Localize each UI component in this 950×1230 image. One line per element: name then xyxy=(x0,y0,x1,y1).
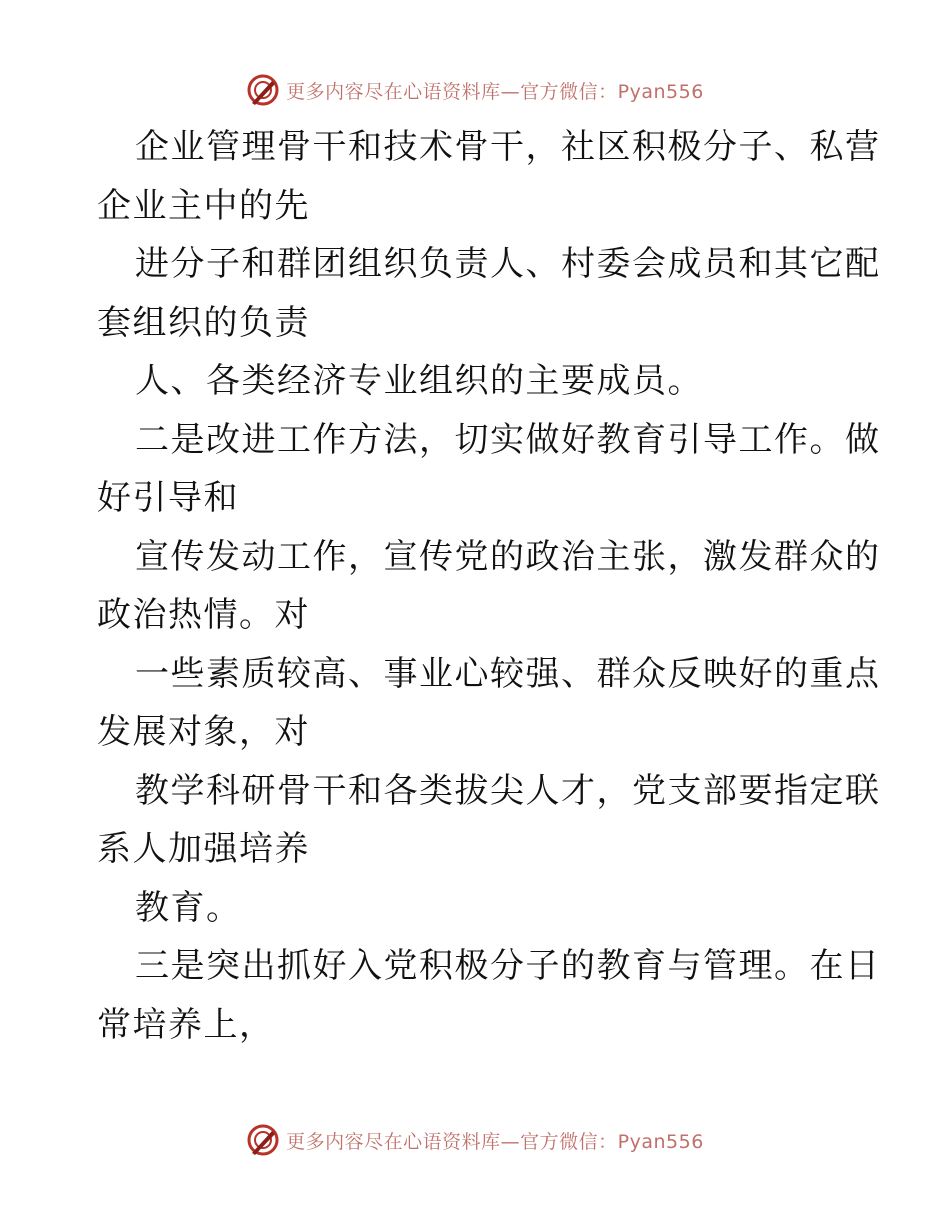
body-line: 好引导和 xyxy=(97,478,239,518)
body-line: 套组织的负责 xyxy=(97,302,310,343)
body-line: 一些素质较高、事业心较强、群众反映好的重点 xyxy=(135,653,881,694)
body-line: 系人加强培养 xyxy=(97,829,310,869)
body-line: 企业管理骨干和技术骨干，社区积极分子、私营 xyxy=(135,127,881,167)
body-line: 常培养上， xyxy=(97,1004,275,1045)
body-line: 三是突出抓好入党积极分子的教育与管理。在日 xyxy=(135,946,881,986)
body-line: 进分子和群团组织负责人、村委会成员和其它配 xyxy=(135,244,881,284)
body-line: 二是改进工作方法，切实做好教育引导工作。做 xyxy=(135,419,881,460)
document-body xyxy=(97,118,881,1054)
pen-seal-icon xyxy=(246,73,280,107)
body-line: 企业主中的先 xyxy=(97,185,310,226)
pen-seal-icon xyxy=(246,1123,280,1157)
body-line: 教育。 xyxy=(135,887,242,928)
footer-watermark-text: 更多内容尽在心语资料库—官方微信：Pyan556 xyxy=(286,1130,704,1153)
body-line: 政治热情。对 xyxy=(97,595,310,635)
body-line: 教学科研骨干和各类拔尖人才，党支部要指定联 xyxy=(135,770,881,811)
header-watermark xyxy=(0,68,950,112)
footer-watermark xyxy=(0,1118,950,1162)
body-line: 人、各类经济专业组织的主要成员。 xyxy=(135,361,703,401)
body-line: 发展对象，对 xyxy=(97,712,310,752)
body-line: 宣传发动工作，宣传党的政治主张，激发群众的 xyxy=(135,536,881,577)
header-watermark-text: 更多内容尽在心语资料库—官方微信：Pyan556 xyxy=(286,80,704,103)
